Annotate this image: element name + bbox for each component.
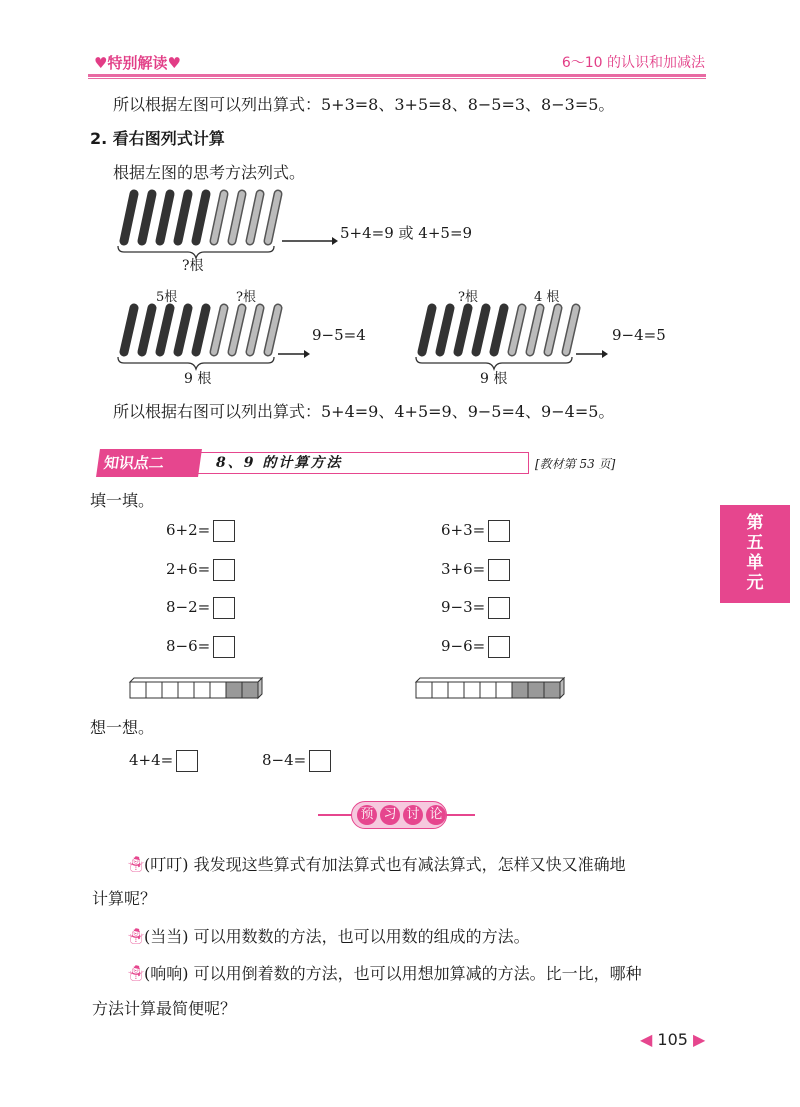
discussion-char: 论 xyxy=(426,805,446,825)
answer-box[interactable] xyxy=(488,636,510,658)
sticks-figure-3 xyxy=(408,302,588,372)
discussion-line-left xyxy=(318,814,354,816)
fig2-equation: 9−5=4 xyxy=(312,326,366,344)
answer-box[interactable] xyxy=(213,520,235,542)
answer-box[interactable] xyxy=(488,597,510,619)
fill-right-eq-3: 9−3= xyxy=(441,597,510,619)
dialogue-3: ☃(响响) 可以用倒着数的方法，也可以用想加算减的方法。比一比，哪种 xyxy=(128,964,642,983)
answer-box[interactable] xyxy=(213,636,235,658)
answer-box[interactable] xyxy=(488,520,510,542)
dialogue-1: ☃(叮叮) 我发现这些算式有加法算式也有减法算式，怎样又快又准确地 xyxy=(128,855,626,874)
dialogue-3-cont: 方法计算最简便呢？ xyxy=(92,999,237,1018)
section1-conclusion: 所以根据左图可以列出算式：5+3=8、3+5=8、8−5=3、8−3=5。 xyxy=(113,95,615,114)
fill-left-eq-4: 8−6= xyxy=(166,636,235,658)
fig1-arrow xyxy=(282,236,338,246)
snowman-icon: ☃ xyxy=(128,927,145,946)
discussion-char: 预 xyxy=(357,805,377,825)
fig3-equation: 9−4=5 xyxy=(612,326,666,344)
cube-row-9 xyxy=(414,676,574,700)
section2-conclusion: 所以根据右图可以列出算式：5+4=9、4+5=9、9−5=4、9−4=5。 xyxy=(113,402,615,421)
knowledge-point-title: 8、9 的计算方法 xyxy=(216,455,343,471)
fig2-arrow xyxy=(278,349,310,359)
fill-right-eq-1: 6+3= xyxy=(441,520,510,542)
fig1-brace-label: ?根 xyxy=(182,258,204,274)
section2-heading: 2. 看右图列式计算 xyxy=(90,129,225,148)
side-tab-char: 第 xyxy=(746,513,764,533)
answer-box[interactable] xyxy=(213,597,235,619)
discussion-char: 讨 xyxy=(403,805,423,825)
answer-box[interactable] xyxy=(176,750,198,772)
fig3-brace-label: 9 根 xyxy=(480,371,508,387)
fill-left-eq-2: 2+6= xyxy=(166,559,235,581)
fig2-label-left: 5根 xyxy=(156,290,178,305)
answer-box[interactable] xyxy=(309,750,331,772)
header-chapter-title: 6～10 的认识和加减法 xyxy=(561,55,705,71)
dialogue-2: ☃(当当) 可以用数数的方法，也可以用数的组成的方法。 xyxy=(128,927,530,946)
fig2-brace-label: 9 根 xyxy=(184,371,212,387)
cube-row-8 xyxy=(128,676,270,700)
next-triangle-icon: ▶ xyxy=(693,1030,706,1049)
speaker-name: (叮叮) xyxy=(144,855,189,874)
fill-left-eq-1: 6+2= xyxy=(166,520,235,542)
answer-box[interactable] xyxy=(213,559,235,581)
sticks-figure-2 xyxy=(110,302,290,372)
fig2-label-right: ?根 xyxy=(236,290,256,305)
header-section-label: ♥特别解读♥ xyxy=(94,54,181,72)
side-tab-char: 元 xyxy=(746,573,764,593)
speaker-name: (响响) xyxy=(144,964,189,983)
discussion-char: 习 xyxy=(380,805,400,825)
fig1-equation: 5+4=9 或 4+5=9 xyxy=(340,224,473,242)
dialogue-1-cont: 计算呢？ xyxy=(92,889,157,908)
think-eq-2: 8−4= xyxy=(262,750,331,772)
header-rule xyxy=(88,74,706,77)
side-tab-char: 单 xyxy=(746,553,764,573)
think-prompt: 想一想。 xyxy=(90,718,155,737)
header-rule-thin xyxy=(88,78,706,79)
think-eq-1: 4+4= xyxy=(129,750,198,772)
snowman-icon: ☃ xyxy=(128,964,145,983)
fill-right-eq-4: 9−6= xyxy=(441,636,510,658)
knowledge-point-label: 知识点二 xyxy=(96,449,202,477)
sticks-figure-1 xyxy=(110,186,290,266)
fig3-label-right: 4 根 xyxy=(534,290,560,305)
speaker-name: (当当) xyxy=(144,927,189,946)
fig3-arrow xyxy=(576,349,608,359)
textbook-reference: [教材第 53 页] xyxy=(535,457,616,471)
unit-side-tab xyxy=(720,505,790,603)
fill-prompt: 填一填。 xyxy=(90,491,155,510)
fill-right-eq-2: 3+6= xyxy=(441,559,510,581)
discussion-line-right xyxy=(445,814,475,816)
answer-box[interactable] xyxy=(488,559,510,581)
section2-intro: 根据左图的思考方法列式。 xyxy=(113,163,306,182)
fill-left-eq-3: 8−2= xyxy=(166,597,235,619)
page-number: ◀ 105 ▶ xyxy=(640,1030,706,1049)
prev-triangle-icon: ◀ xyxy=(640,1030,653,1049)
side-tab-char: 五 xyxy=(746,533,764,553)
fig3-label-left: ?根 xyxy=(458,290,478,305)
snowman-icon: ☃ xyxy=(128,855,145,874)
